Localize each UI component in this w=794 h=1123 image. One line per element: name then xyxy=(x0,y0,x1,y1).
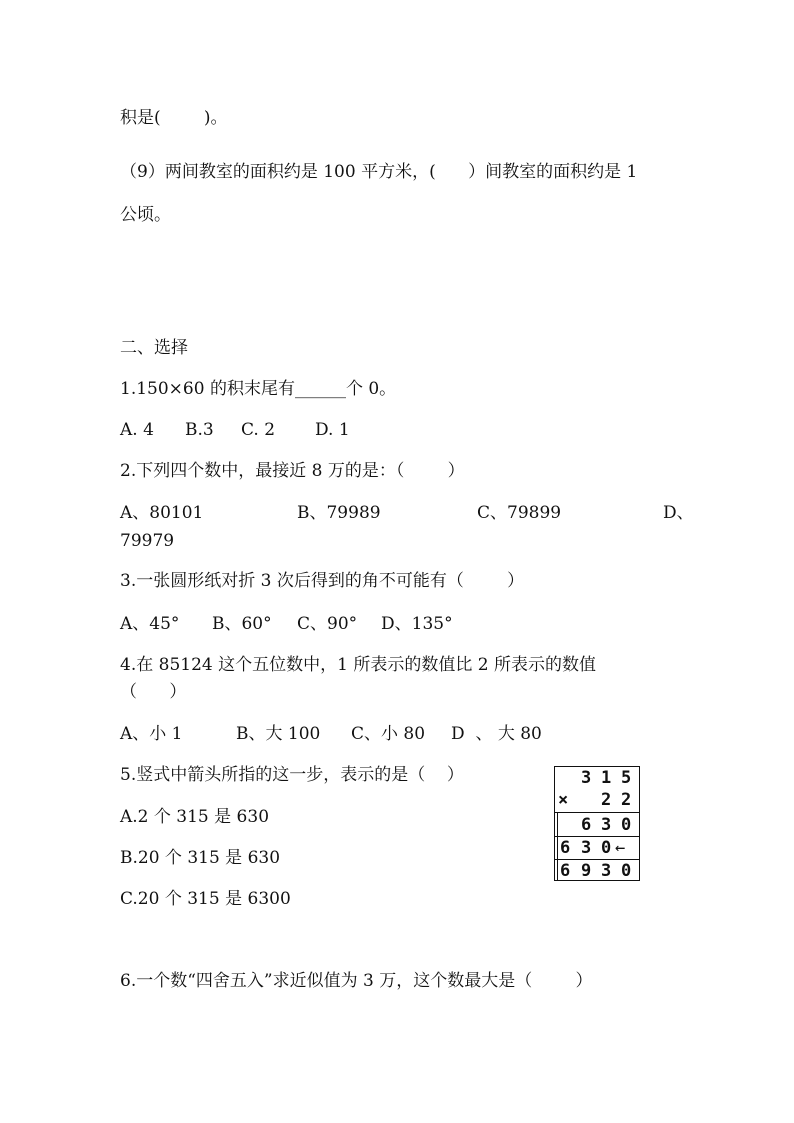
calc-row-partial-1 xyxy=(555,814,639,837)
option-a: A、小 1 xyxy=(120,724,183,744)
calc-cell: 1 xyxy=(601,768,612,788)
question-3-stem: 3.一张圆形纸对折 3 次后得到的角不可能有（ ） xyxy=(120,571,525,591)
calc-cell: 0 xyxy=(621,861,632,881)
question-2-option-d-wrap: 79979 xyxy=(120,531,175,551)
calc-cell: 3 xyxy=(581,838,592,858)
calc-cell: 6 xyxy=(560,838,571,858)
calc-cell: 3 xyxy=(601,861,612,881)
option-b: B、79989 xyxy=(297,503,381,523)
question-2-stem: 2.下列四个数中，最接近 8 万的是：（ ） xyxy=(120,461,465,481)
question-5-stem: 5.竖式中箭头所指的这一步，表示的是（ ） xyxy=(120,765,464,785)
calc-divider xyxy=(555,812,639,813)
option-a: A. 4 xyxy=(120,420,154,440)
calc-cell: 6 xyxy=(560,861,571,881)
calc-row-product xyxy=(555,860,639,883)
calc-cell: 2 xyxy=(601,790,612,810)
calc-cell: 2 xyxy=(621,790,632,810)
calc-cell: 3 xyxy=(581,768,592,788)
option-b: B.3 xyxy=(185,420,214,440)
fill-in-question-9-wrap: 公顷。 xyxy=(120,205,171,225)
option-d: D、 xyxy=(663,503,694,523)
option-d: D、135° xyxy=(381,614,453,634)
option-d: D 、 大 80 xyxy=(451,724,542,744)
section-title: 二、选择 xyxy=(120,338,188,358)
question-5-option-b: B.20 个 315 是 630 xyxy=(120,848,281,868)
option-c: C、90° xyxy=(297,614,358,634)
question-6-stem: 6.一个数“四舍五入”求近似值为 3 万，这个数最大是（ ） xyxy=(120,971,593,991)
vertical-multiplication xyxy=(554,766,640,881)
question-1-stem: 1.150×60 的积末尾有______个 0。 xyxy=(120,379,397,399)
calc-cell: 6 xyxy=(581,815,592,835)
option-c: C、小 80 xyxy=(351,724,426,744)
fill-in-line-a: 积是( )。 xyxy=(120,108,228,128)
option-c: C. 2 xyxy=(241,420,276,440)
question-4-stem-wrap: （ ） xyxy=(120,682,187,702)
option-d: D. 1 xyxy=(315,420,350,440)
calc-row-multiplicand xyxy=(555,767,639,790)
question-5-option-a: A.2 个 315 是 630 xyxy=(120,807,270,827)
fill-in-question-9: （9）两间教室的面积约是 100 平方米，( ）间教室的面积约是 1 xyxy=(120,162,638,182)
arrow-left-icon: ← xyxy=(615,838,626,858)
multiply-sign: × xyxy=(558,790,569,810)
option-a: A、45° xyxy=(120,614,180,634)
calc-row-partial-2 xyxy=(555,837,639,860)
calc-cell: 3 xyxy=(601,815,612,835)
calc-cell: 0 xyxy=(601,838,612,858)
option-a: A、80101 xyxy=(120,503,204,523)
option-b: B、大 100 xyxy=(236,724,321,744)
calc-cell: 5 xyxy=(621,768,632,788)
option-c: C、79899 xyxy=(477,503,562,523)
question-5-option-c: C.20 个 315 是 6300 xyxy=(120,889,291,909)
calc-cell: 9 xyxy=(581,861,592,881)
calc-cell: 0 xyxy=(621,815,632,835)
calc-row-multiplier xyxy=(555,789,639,812)
question-4-stem: 4.在 85124 这个五位数中，1 所表示的数值比 2 所表示的数值 xyxy=(120,655,596,675)
option-b: B、60° xyxy=(212,614,272,634)
